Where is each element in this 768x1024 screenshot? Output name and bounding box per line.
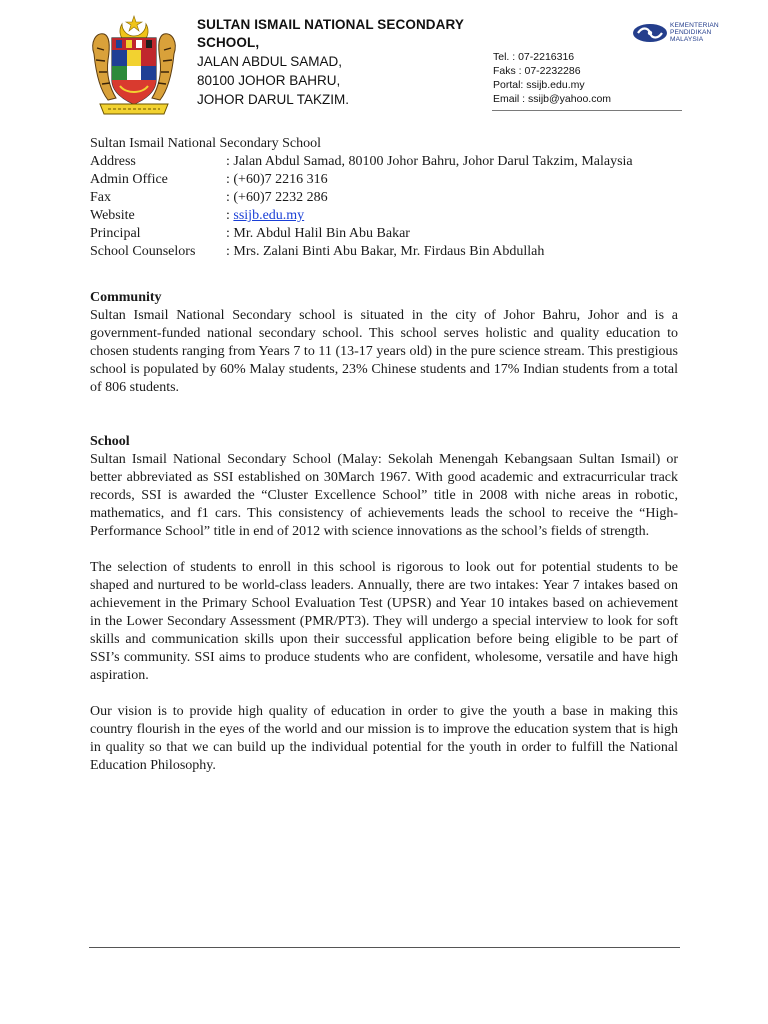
header-divider <box>492 110 682 111</box>
school-name-line-2: SCHOOL, <box>197 35 260 50</box>
info-row-principal <box>90 225 678 243</box>
ministry-line-2: PENDIDIKAN <box>670 29 712 36</box>
website-prefix: : <box>226 208 234 223</box>
contact-fax: Faks : 07-2232286 <box>493 65 581 77</box>
info-value: : Mrs. Zalani Binti Abu Bakar, Mr. Firdaus Bin Abdullah <box>226 244 545 259</box>
ministry-line-3: MALAYSIA <box>670 36 704 43</box>
info-row-website <box>90 207 678 225</box>
info-label: Principal <box>90 226 141 241</box>
info-row-address <box>90 153 678 171</box>
community-paragraph: Sultan Ismail National Secondary school is situated in the city of Johor Bahru, Johor and is a government-funded national secondary school. This school serves holistic and quality education to chosen students ranging from Years 7 to 11 (13-17 years old) in the pure science stream. This prestigious school is populated by 60% Malay students, 23% Chinese students and 17% Indian students from a total of 806 students. <box>90 308 678 395</box>
info-label: Website <box>90 208 135 223</box>
community-heading: Community <box>90 290 162 305</box>
school-crest-logo <box>86 14 182 118</box>
letterhead-school-block <box>197 16 477 109</box>
info-label: Fax <box>90 190 111 205</box>
contact-portal: Portal: ssijb.edu.my <box>493 79 585 91</box>
info-title: Sultan Ismail National Secondary School <box>90 136 321 151</box>
ministry-line-1: KEMENTERIAN <box>670 22 719 29</box>
info-value: : Mr. Abdul Halil Bin Abu Bakar <box>226 226 410 241</box>
info-row-admin-office <box>90 171 678 189</box>
school-paragraph-1: Sultan Ismail National Secondary School (Malay: Sekolah Menengah Kebangsaan Sultan Ismail) or better abbreviated as SSI established on 30March 1967. With good academic and extracurricular track records, SSI is awarded the “Cluster Excellence School” title in 2008 with niche areas in robotic, mathematics, and f1 cars. This consistency of achievements leads the school to receive the “High-Performance School” title in end of 2012 with science innovations as the school’s fields of strength. <box>90 452 678 539</box>
info-value <box>226 207 678 225</box>
document-body <box>90 135 678 775</box>
school-paragraph-2: The selection of students to enroll in this school is rigorous to look out for potential students to be shaped and nurtured to be world-class leaders. Annually, there are two intakes: Year 7 intakes based on achievement in the Primary School Evaluation Test (UPSR) and Year 10 intakes based on achievement in the Lower Secondary Assessment (PMR/PT3). They will undergo a special interview to look for soft skills and communication skills upon their successful application before being eligible to be part of SSI’s community. SSI aims to produce students who are confident, wholesome, versatile and have high aspiration. <box>90 560 678 683</box>
contact-tel: Tel. : 07-2216316 <box>493 51 575 63</box>
address-line-1: JALAN ABDUL SAMAD, <box>197 54 343 69</box>
address-line-3: JOHOR DARUL TAKZIM. <box>197 92 350 107</box>
footer-divider <box>89 947 680 948</box>
info-value: : (+60)7 2232 286 <box>226 190 328 205</box>
info-row-counselors <box>90 243 678 261</box>
info-value: : Jalan Abdul Samad, 80100 Johor Bahru, Johor Darul Takzim, Malaysia <box>226 154 633 169</box>
school-paragraph-3: Our vision is to provide high quality of education in order to give the youth a base in making this country flourish in the eyes of the world and our mission is to improve the education system that is high in quality so that we can build up the individual potential for the youth in order to fulfill the National Education Philosophy. <box>90 704 678 773</box>
letterhead-contact-block <box>493 50 693 106</box>
website-link[interactable]: ssijb.edu.my <box>233 208 305 223</box>
info-row-fax <box>90 189 678 207</box>
info-value: : (+60)7 2216 316 <box>226 172 328 187</box>
contact-email: Email : ssijb@yahoo.com <box>493 93 612 105</box>
ministry-logo-text <box>670 22 740 43</box>
address-line-2: 80100 JOHOR BAHRU, <box>197 73 341 88</box>
info-label: Address <box>90 154 136 169</box>
school-name-line-1: SULTAN ISMAIL NATIONAL SECONDARY <box>197 17 464 32</box>
info-label: School Counselors <box>90 244 196 259</box>
info-label: Admin Office <box>90 172 168 187</box>
school-heading: School <box>90 434 130 449</box>
